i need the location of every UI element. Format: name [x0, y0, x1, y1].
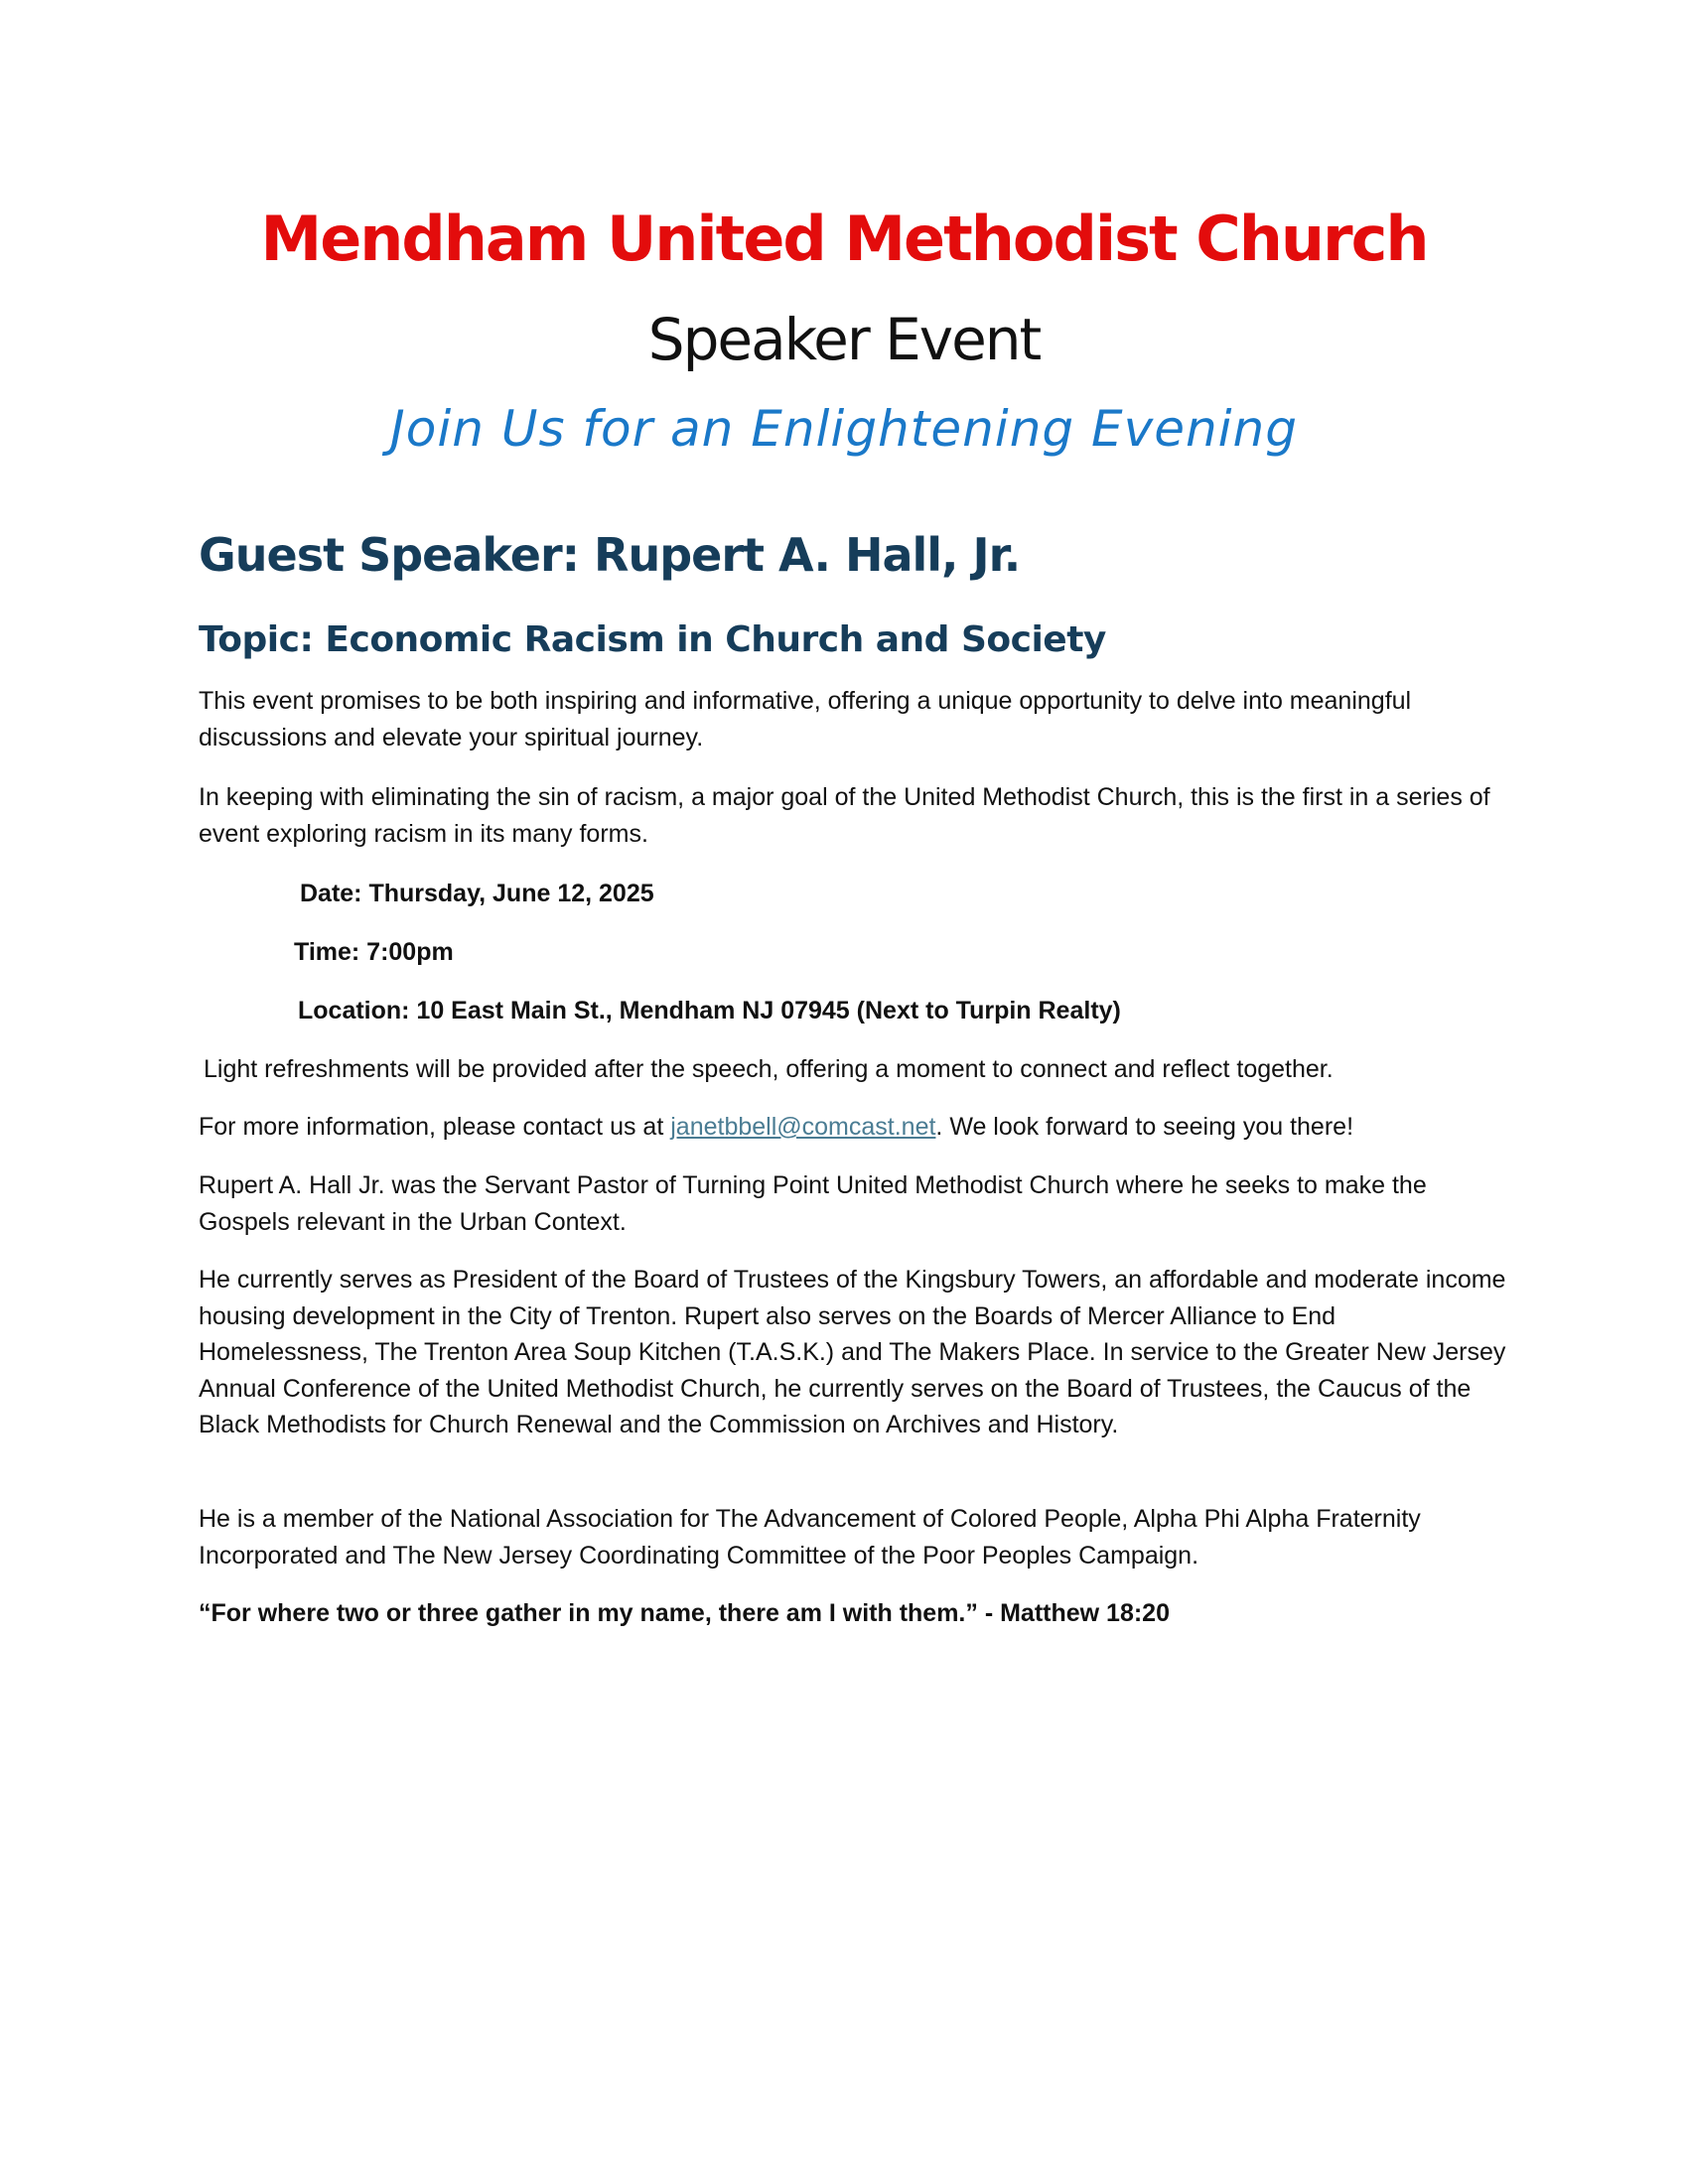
event-date: Date: Thursday, June 12, 2025 [300, 880, 654, 907]
event-tagline: Join Us for an Enlightening Evening [390, 400, 1298, 458]
topic-heading: Topic: Economic Racism in Church and Society [199, 619, 1106, 660]
contact-paragraph [199, 1109, 1509, 1146]
event-subtitle: Speaker Event [647, 306, 1041, 373]
contact-email-link[interactable]: janetbbell@comcast.net [670, 1113, 936, 1141]
event-time: Time: 7:00pm [294, 938, 454, 966]
event-location: Location: 10 East Main St., Mendham NJ 07945 (Next to Turpin Realty) [298, 997, 1121, 1024]
purpose-paragraph: In keeping with eliminating the sin of racism, a major goal of the United Methodist Church, this is the first in a series of event exploring racism in its many forms. [199, 783, 1490, 848]
guest-speaker-heading: Guest Speaker: Rupert A. Hall, Jr. [199, 528, 1021, 582]
intro-paragraph: This event promises to be both inspiring and informative, offering a unique opportunity to delve into meaningful discussions and elevate your spiritual journey. [199, 687, 1412, 751]
scripture-quote: “For where two or three gather in my name, there am I with them.” - Matthew 18:20 [199, 1599, 1170, 1627]
bio-paragraph-1: Rupert A. Hall Jr. was the Servant Pastor of Turning Point United Methodist Church where he seeks to make the Gospels relevant in the Urban Context. [199, 1171, 1427, 1236]
contact-suffix: . We look forward to seeing you there! [935, 1113, 1354, 1141]
church-title: Mendham United Methodist Church [260, 203, 1428, 275]
contact-prefix: For more information, please contact us at [199, 1113, 664, 1141]
bio-paragraph-3: He is a member of the National Association for The Advancement of Colored People, Alpha Phi Alpha Fraternity Incorporated and The New Jersey Coordinating Committee of the Poor Peoples Campaign. [199, 1505, 1421, 1570]
refreshments-paragraph: Light refreshments will be provided after the speech, offering a moment to connect and reflect together. [204, 1055, 1334, 1083]
bio-paragraph-2: He currently serves as President of the Board of Trustees of the Kingsbury Towers, an affordable and moderate income housing development in the City of Trenton. Rupert also serves on the Boards of Mercer Alliance to End Homelessness, The Trenton Area Soup Kitchen (T.A.S.K.) and The Makers Place. In service to the Greater New Jersey Annual Conference of the United Methodist Church, he currently serves on the Board of Trustees, the Caucus of the Black Methodists for Church Renewal and the Commission on Archives and History. [199, 1266, 1506, 1438]
